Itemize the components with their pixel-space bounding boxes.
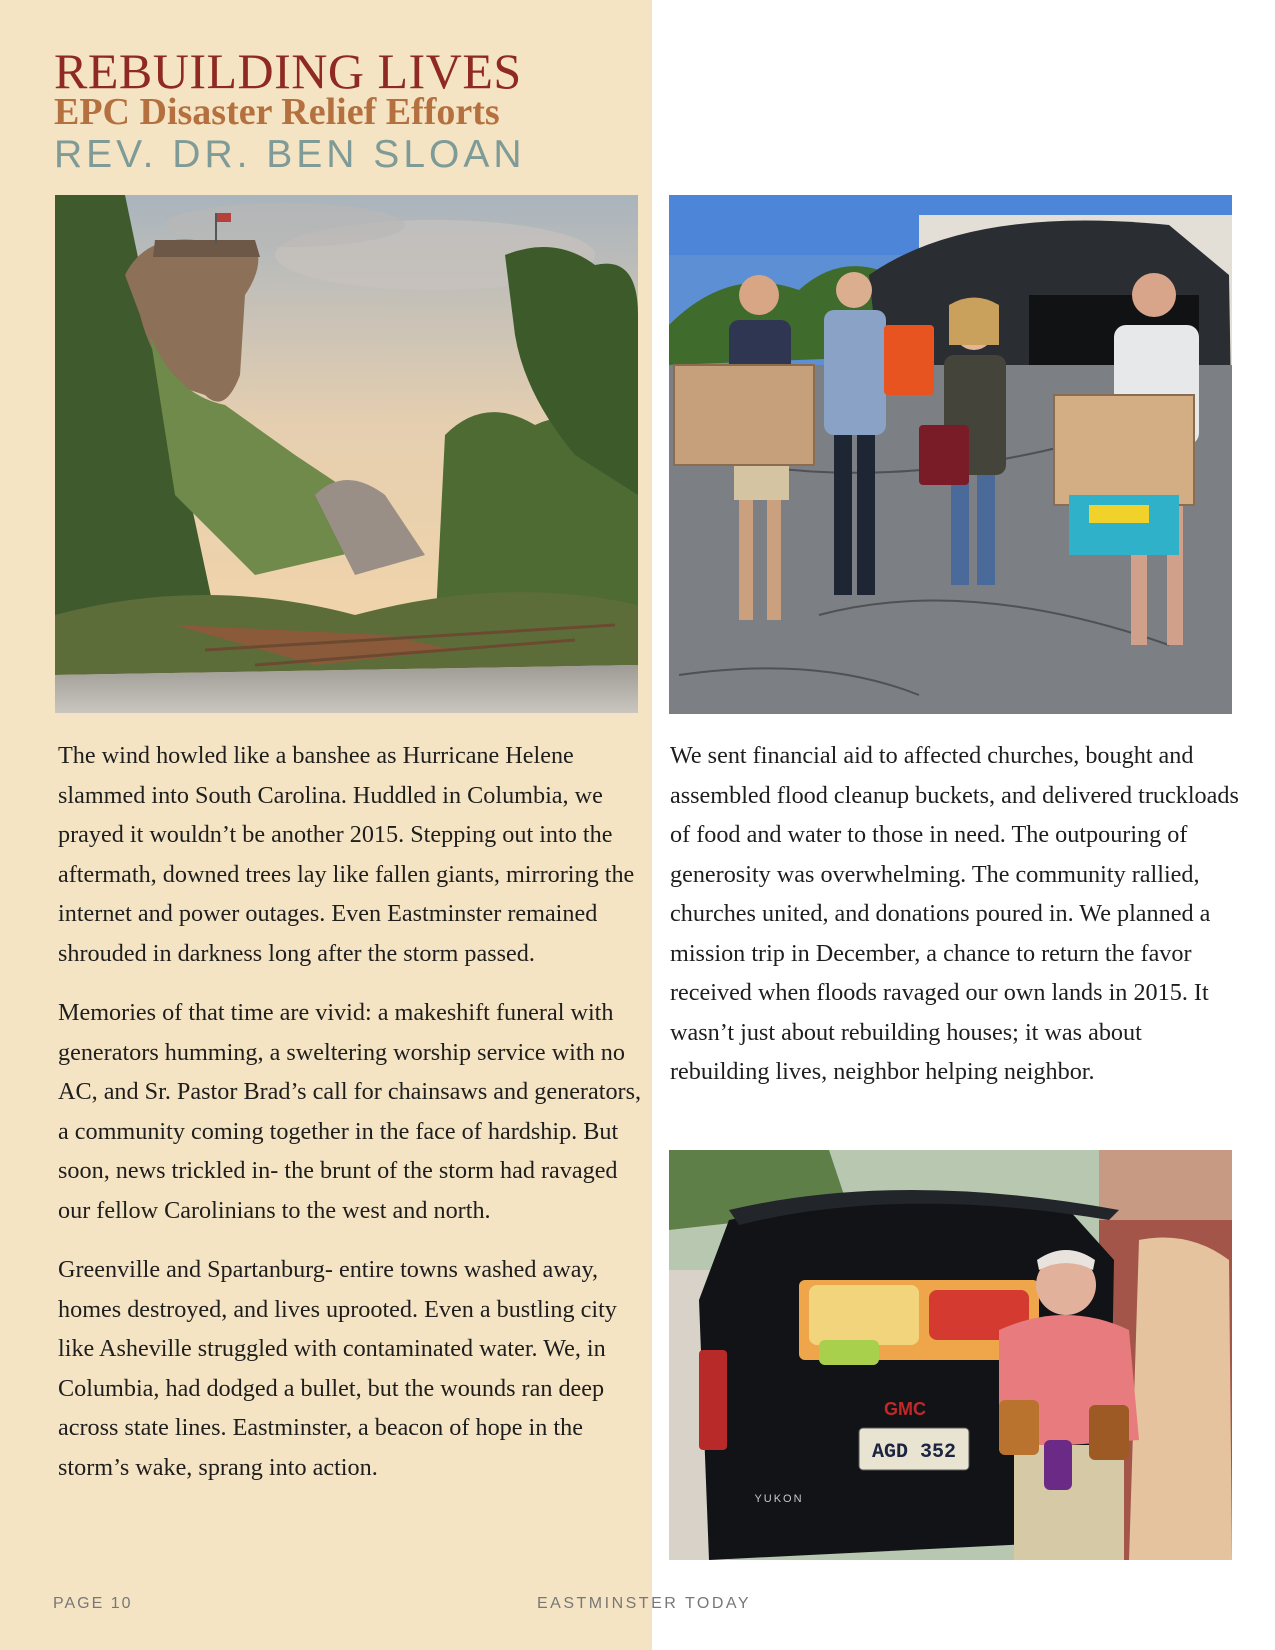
orange-bucket [884, 325, 934, 395]
page-number: PAGE 10 [53, 1595, 133, 1612]
article-paragraph: Memories of that time are vivid: a makeshift funeral with generators humming, a sweltering worship service with no AC, and Sr. Pastor Brad’s call for chainsaws and generators, a community coming together in the face of hardship. But soon, news trickled in- the brunt of the storm had ravaged our fellow Carolinians to the west and north. [58, 999, 642, 1224]
article-paragraph: We sent financial aid to affected churches, bought and assembled flood cleanup buckets, and delivered truckloads of food and water to those in need. The outpouring of generosity was overwhelming. The community rallied, churches united, and donations poured in. We planned a mission trip in December, a chance to return the favor received when floods ravaged our own lands in 2015. It wasn’t just about rebuilding houses; it was about rebuilding lives, neighbor helping neighbor. [670, 742, 1239, 1085]
chimney-rock-photo [55, 195, 638, 713]
publication-name: EASTMINSTER TODAY [537, 1595, 752, 1612]
article-subtitle: EPC Disaster Relief Efforts [54, 91, 500, 133]
volunteers-illustration [669, 195, 1232, 714]
chimney-rock-illustration [55, 195, 638, 713]
article-paragraph: Greenville and Spartanburg- entire towns washed away, homes destroyed, and lives uprooted. Even a bustling city like Asheville struggled with contaminated water. We, in Columbia, had dodged a bullet, but the wounds ran deep across state lines. Eastminster, a beacon of hope in the storm’s wake, sprang into action. [58, 1256, 617, 1481]
yukon-badge: YUKON [754, 1493, 804, 1505]
suv-donations-illustration [669, 1150, 1232, 1560]
article-column-left [58, 736, 654, 1507]
article-paragraph: The wind howled like a banshee as Hurricane Helene slammed into South Carolina. Huddled in Columbia, we prayed it wouldn’t be another 2015. Stepping out into the aftermath, downed trees lay like fallen giants, mirroring the internet and power outages. Even Eastminster remained shrouded in darkness long after the storm passed. [58, 742, 635, 967]
volunteers-photo [669, 195, 1232, 714]
gmc-emblem: GMC [884, 1399, 926, 1419]
article-column-right [670, 736, 1245, 1112]
license-plate-number: AGD 352 [871, 1441, 957, 1464]
article-author: REV. DR. BEN SLOAN [54, 133, 526, 176]
article-title: REBUILDING LIVES [54, 43, 522, 99]
suv-donations-photo [669, 1150, 1232, 1560]
